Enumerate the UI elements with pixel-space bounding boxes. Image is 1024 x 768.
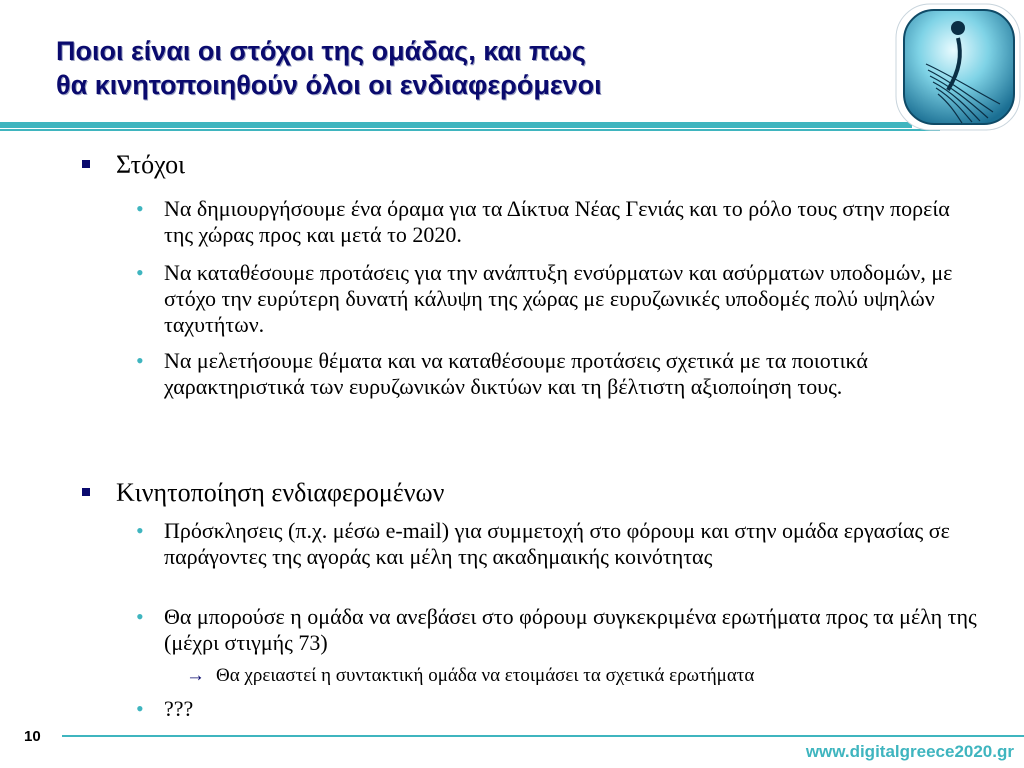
right-arrow-icon: → <box>186 665 205 686</box>
list-item-text: Θα μπορούσε η ομάδα να ανεβάσει στο φόρουμ συγκεκριμένα ερωτήματα προς τα μέλη της (μέχρι στιγμής 73) <box>164 604 977 655</box>
round-bullet-icon: • <box>136 696 144 721</box>
list-item-text: Να καταθέσουμε προτάσεις για την ανάπτυξη ενσύρματων και ασύρματων υποδομών, με στόχο την ευρύτερη δυνατή κάλυψη της χώρας με ευρυζωνικές υποδομές πολύ υψηλών ταχυτήτων. <box>164 260 953 337</box>
page-number: 10 <box>24 728 41 745</box>
list-item-text: Να μελετήσουμε θέματα και να καταθέσουμε προτάσεις σχετικά με τα ποιοτικά χαρακτηριστικά των ευρυζωνικών δικτύων και τη βέλτιστη αξιοποίηση τους. <box>164 348 868 399</box>
heading-text: Κινητοποίηση ενδιαφερομένων <box>116 478 445 507</box>
list-item-text: Πρόσκλησεις (π.χ. μέσω e-mail) για συμμετοχή στο φόρουμ και στην ομάδα εργασίας σε παράγοντες της αγοράς και μέλη της ακαδημαικής κοινότητας <box>164 518 950 569</box>
round-bullet-icon: • <box>136 348 144 373</box>
footer-rule <box>62 735 1024 737</box>
list-item-text: Να δημιουργήσουμε ένα όραμα για τα Δίκτυα Νέας Γενιάς και το ρόλο τους στην πορεία της χώρας προς και μετά το 2020. <box>164 196 950 247</box>
slide-title-line-2: θα κινητοποιηθούν όλοι οι ενδιαφερόμενοι <box>56 70 602 100</box>
sub-list-item-text: Θα χρειαστεί η συντακτική ομάδα να ετοιμάσει τα σχετικά ερωτήματα <box>216 665 755 686</box>
round-bullet-icon: • <box>136 196 144 221</box>
square-bullet-icon <box>82 488 90 496</box>
round-bullet-icon: • <box>136 260 144 285</box>
square-bullet-icon <box>82 160 90 168</box>
footer-url-link[interactable]: www.digitalgreece2020.gr <box>805 742 1014 761</box>
round-bullet-icon: • <box>136 604 144 629</box>
slide-title-line-1: Ποιοι είναι οι στόχοι της ομάδας, και πως <box>56 36 586 66</box>
round-bullet-icon: • <box>136 518 144 543</box>
list-item-text: ??? <box>164 696 194 721</box>
heading-text: Στόχοι <box>116 150 186 179</box>
